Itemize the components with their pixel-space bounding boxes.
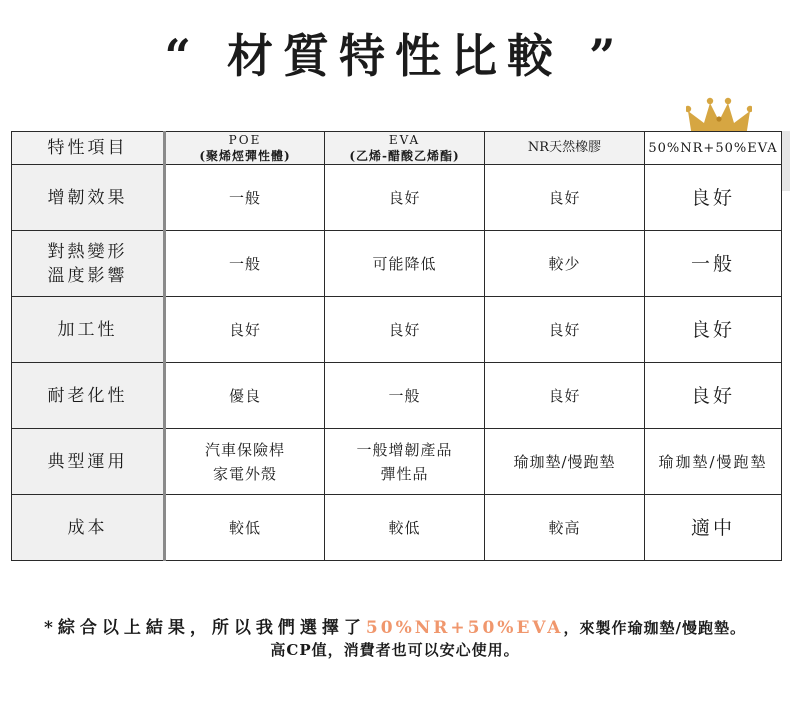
table-cell-highlight: 良好 [645,165,782,231]
header-eva-label: EVA [388,133,421,147]
table-row [12,429,782,495]
table-cell-highlight: 一般 [645,231,782,297]
table-cell: 較高 [485,495,645,561]
table-cell: 良好 [485,165,645,231]
row-label [12,231,165,297]
header-poe-sub: (聚烯烴彈性體) [199,149,291,163]
footnote-line-1 [0,617,790,639]
table-cell: 可能降低 [325,231,485,297]
footnote-suffix: ，來製作瑜珈墊/慢跑墊。 [563,619,746,637]
table-cell: 良好 [485,363,645,429]
table-cell-line: 一般增韌產品 [356,440,453,459]
table-row [12,231,782,297]
table-cell: 較低 [165,495,325,561]
header-side-shade [781,131,790,191]
table-cell: 較少 [485,231,645,297]
comparison-table [11,131,782,561]
header-poe [165,132,325,165]
table-cell: 瑜珈墊/慢跑墊 [485,429,645,495]
footnote [0,617,790,661]
table-cell: 優良 [165,363,325,429]
table-cell [165,429,325,495]
header-eva-sub: (乙烯-醋酸乙烯酯) [349,149,460,163]
table-cell: 良好 [165,297,325,363]
row-label: 典型運用 [12,429,165,495]
table-cell: 良好 [325,297,485,363]
row-label-line: 對熱變形 [47,241,128,262]
table-cell-line: 汽車保險桿 [204,440,285,459]
header-item [12,132,165,165]
table-cell: 良好 [485,297,645,363]
table-row [12,165,782,231]
table-cell-highlight: 適中 [645,495,782,561]
table-cell-highlight: 良好 [645,363,782,429]
table-cell: 較低 [325,495,485,561]
page-title: “ 材質特性比較 ” [164,29,626,83]
header-blend [645,132,782,165]
table-header-row [12,132,782,165]
row-label: 增韌效果 [12,165,165,231]
table-row [12,495,782,561]
row-label: 耐老化性 [12,363,165,429]
footnote-highlight: 50%NR+50%EVA [365,618,564,638]
table-cell-line: 家電外殼 [212,464,277,483]
table-cell: 一般 [165,165,325,231]
header-eva [325,132,485,165]
table-cell: 一般 [165,231,325,297]
table-cell: 一般 [325,363,485,429]
footnote-prefix: *綜合以上結果，所以我們選擇了 [44,618,366,638]
table-cell-highlight: 瑜珈墊/慢跑墊 [645,429,782,495]
row-label-line: 溫度影響 [47,265,128,286]
header-poe-label: POE [228,133,262,147]
row-label: 成本 [12,495,165,561]
table-cell-line: 彈性品 [380,464,429,483]
header-item-label: 特性項目 [47,138,128,158]
table-cell [325,429,485,495]
table-cell: 良好 [325,165,485,231]
footnote-line-2: 高CP值，消費者也可以安心使用。 [270,641,520,659]
table-row [12,363,782,429]
header-nr-label: NR天然橡膠 [527,140,602,155]
row-label: 加工性 [12,297,165,363]
table-cell-highlight: 良好 [645,297,782,363]
table-row [12,297,782,363]
header-nr [485,132,645,165]
header-blend-label: 50%NR+50%EVA [648,140,778,156]
